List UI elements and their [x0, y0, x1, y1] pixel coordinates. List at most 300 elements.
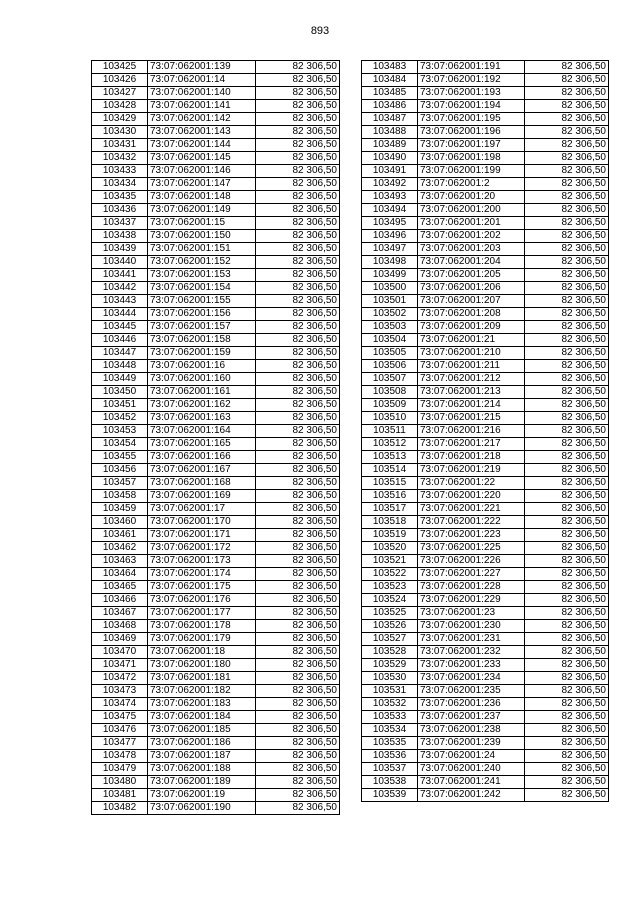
cadastral-number: 73:07:062001:209 [418, 321, 525, 334]
amount: 82 306,50 [256, 646, 340, 659]
cadastral-number: 73:07:062001:16 [148, 360, 256, 373]
cadastral-number: 73:07:062001:187 [148, 750, 256, 763]
record-id: 103434 [92, 178, 148, 191]
amount: 82 306,50 [525, 698, 609, 711]
table-row [92, 763, 340, 776]
table-row [362, 334, 609, 347]
amount: 82 306,50 [256, 672, 340, 685]
table-row [362, 542, 609, 555]
cadastral-number: 73:07:062001:24 [418, 750, 525, 763]
record-id: 103539 [362, 789, 418, 802]
cadastral-number: 73:07:062001:153 [148, 269, 256, 282]
amount: 82 306,50 [525, 256, 609, 269]
amount: 82 306,50 [256, 61, 340, 74]
record-id: 103465 [92, 581, 148, 594]
cadastral-number: 73:07:062001:173 [148, 555, 256, 568]
table-row [362, 698, 609, 711]
cadastral-number: 73:07:062001:218 [418, 451, 525, 464]
record-id: 103469 [92, 633, 148, 646]
cadastral-number: 73:07:062001:217 [418, 438, 525, 451]
record-id: 103523 [362, 581, 418, 594]
table-row [92, 490, 340, 503]
table-row [362, 61, 609, 74]
cadastral-number: 73:07:062001:14 [148, 74, 256, 87]
record-id: 103449 [92, 373, 148, 386]
cadastral-number: 73:07:062001:216 [418, 425, 525, 438]
cadastral-number: 73:07:062001:211 [418, 360, 525, 373]
record-id: 103479 [92, 763, 148, 776]
table-row [362, 490, 609, 503]
amount: 82 306,50 [525, 438, 609, 451]
cadastral-number: 73:07:062001:171 [148, 529, 256, 542]
table-row [92, 217, 340, 230]
amount: 82 306,50 [256, 568, 340, 581]
record-id: 103437 [92, 217, 148, 230]
table-row [362, 529, 609, 542]
cadastral-number: 73:07:062001:231 [418, 633, 525, 646]
cadastral-number: 73:07:062001:233 [418, 659, 525, 672]
amount: 82 306,50 [525, 87, 609, 100]
table-row [362, 386, 609, 399]
amount: 82 306,50 [256, 451, 340, 464]
amount: 82 306,50 [256, 256, 340, 269]
cadastral-number: 73:07:062001:143 [148, 126, 256, 139]
cadastral-number: 73:07:062001:23 [418, 607, 525, 620]
table-row [362, 217, 609, 230]
table-row [362, 178, 609, 191]
record-id: 103530 [362, 672, 418, 685]
record-id: 103525 [362, 607, 418, 620]
table-row [362, 165, 609, 178]
cadastral-number: 73:07:062001:228 [418, 581, 525, 594]
cadastral-number: 73:07:062001:139 [148, 61, 256, 74]
cadastral-number: 73:07:062001:19 [148, 789, 256, 802]
record-id: 103431 [92, 139, 148, 152]
table-row [362, 659, 609, 672]
cadastral-number: 73:07:062001:149 [148, 204, 256, 217]
amount: 82 306,50 [525, 542, 609, 555]
cadastral-number: 73:07:062001:145 [148, 152, 256, 165]
record-id: 103471 [92, 659, 148, 672]
table-row [92, 503, 340, 516]
table-row [92, 61, 340, 74]
amount: 82 306,50 [525, 633, 609, 646]
cadastral-number: 73:07:062001:196 [418, 126, 525, 139]
amount: 82 306,50 [525, 61, 609, 74]
record-id: 103442 [92, 282, 148, 295]
amount: 82 306,50 [256, 139, 340, 152]
record-id: 103487 [362, 113, 418, 126]
record-id: 103462 [92, 542, 148, 555]
amount: 82 306,50 [525, 139, 609, 152]
cadastral-number: 73:07:062001:167 [148, 464, 256, 477]
cadastral-number: 73:07:062001:234 [418, 672, 525, 685]
record-id: 103508 [362, 386, 418, 399]
cadastral-number: 73:07:062001:147 [148, 178, 256, 191]
cadastral-number: 73:07:062001:203 [418, 243, 525, 256]
table-row [362, 243, 609, 256]
table-row [362, 87, 609, 100]
cadastral-number: 73:07:062001:183 [148, 698, 256, 711]
record-id: 103517 [362, 503, 418, 516]
cadastral-number: 73:07:062001:197 [418, 139, 525, 152]
cadastral-number: 73:07:062001:238 [418, 724, 525, 737]
amount: 82 306,50 [256, 191, 340, 204]
amount: 82 306,50 [256, 516, 340, 529]
cadastral-number: 73:07:062001:195 [418, 113, 525, 126]
record-id: 103503 [362, 321, 418, 334]
amount: 82 306,50 [525, 464, 609, 477]
cadastral-number: 73:07:062001:223 [418, 529, 525, 542]
cadastral-number: 73:07:062001:15 [148, 217, 256, 230]
record-id: 103528 [362, 646, 418, 659]
cadastral-number: 73:07:062001:239 [418, 737, 525, 750]
table-row [362, 789, 609, 802]
amount: 82 306,50 [525, 152, 609, 165]
cadastral-number: 73:07:062001:220 [418, 490, 525, 503]
cadastral-number: 73:07:062001:182 [148, 685, 256, 698]
record-id: 103516 [362, 490, 418, 503]
amount: 82 306,50 [256, 438, 340, 451]
amount: 82 306,50 [525, 724, 609, 737]
record-id: 103459 [92, 503, 148, 516]
record-id: 103486 [362, 100, 418, 113]
amount: 82 306,50 [525, 659, 609, 672]
table-row [92, 581, 340, 594]
record-id: 103480 [92, 776, 148, 789]
cadastral-number: 73:07:062001:225 [418, 542, 525, 555]
record-id: 103495 [362, 217, 418, 230]
cadastral-number: 73:07:062001:20 [418, 191, 525, 204]
amount: 82 306,50 [256, 386, 340, 399]
cadastral-number: 73:07:062001:159 [148, 347, 256, 360]
amount: 82 306,50 [256, 243, 340, 256]
cadastral-number: 73:07:062001:202 [418, 230, 525, 243]
table-row [92, 308, 340, 321]
amount: 82 306,50 [256, 659, 340, 672]
amount: 82 306,50 [256, 373, 340, 386]
amount: 82 306,50 [525, 282, 609, 295]
cadastral-number: 73:07:062001:230 [418, 620, 525, 633]
record-id: 103496 [362, 230, 418, 243]
table-row [362, 594, 609, 607]
cadastral-number: 73:07:062001:204 [418, 256, 525, 269]
amount: 82 306,50 [256, 217, 340, 230]
cadastral-number: 73:07:062001:208 [418, 308, 525, 321]
table-row [362, 581, 609, 594]
amount: 82 306,50 [525, 789, 609, 802]
record-id: 103534 [362, 724, 418, 737]
amount: 82 306,50 [256, 750, 340, 763]
record-id: 103532 [362, 698, 418, 711]
table-row [362, 503, 609, 516]
record-id: 103538 [362, 776, 418, 789]
amount: 82 306,50 [256, 126, 340, 139]
record-id: 103477 [92, 737, 148, 750]
amount: 82 306,50 [525, 178, 609, 191]
amount: 82 306,50 [256, 789, 340, 802]
record-id: 103450 [92, 386, 148, 399]
amount: 82 306,50 [256, 724, 340, 737]
amount: 82 306,50 [256, 165, 340, 178]
record-id: 103499 [362, 269, 418, 282]
record-id: 103440 [92, 256, 148, 269]
amount: 82 306,50 [525, 516, 609, 529]
cadastral-number: 73:07:062001:170 [148, 516, 256, 529]
table-row [362, 256, 609, 269]
record-id: 103439 [92, 243, 148, 256]
amount: 82 306,50 [256, 802, 340, 815]
amount: 82 306,50 [525, 737, 609, 750]
amount: 82 306,50 [256, 321, 340, 334]
cadastral-number: 73:07:062001:165 [148, 438, 256, 451]
table-row [92, 646, 340, 659]
table-row [92, 269, 340, 282]
table-row [362, 373, 609, 386]
table-row [362, 412, 609, 425]
amount: 82 306,50 [525, 373, 609, 386]
record-id: 103512 [362, 438, 418, 451]
table-row [92, 178, 340, 191]
cadastral-number: 73:07:062001:172 [148, 542, 256, 555]
amount: 82 306,50 [525, 269, 609, 282]
amount: 82 306,50 [256, 737, 340, 750]
table-row [362, 737, 609, 750]
table-row [92, 516, 340, 529]
amount: 82 306,50 [525, 412, 609, 425]
cadastral-number: 73:07:062001:191 [418, 61, 525, 74]
amount: 82 306,50 [525, 490, 609, 503]
table-row [92, 555, 340, 568]
amount: 82 306,50 [256, 490, 340, 503]
table-row [362, 464, 609, 477]
table-row [92, 451, 340, 464]
cadastral-number: 73:07:062001:189 [148, 776, 256, 789]
table-row [92, 282, 340, 295]
record-id: 103457 [92, 477, 148, 490]
record-id: 103511 [362, 425, 418, 438]
table-row [362, 555, 609, 568]
record-id: 103492 [362, 178, 418, 191]
table-row [362, 776, 609, 789]
amount: 82 306,50 [525, 425, 609, 438]
table-row [362, 724, 609, 737]
amount: 82 306,50 [525, 711, 609, 724]
cadastral-number: 73:07:062001:166 [148, 451, 256, 464]
cadastral-number: 73:07:062001:21 [418, 334, 525, 347]
page-number: 893 [310, 25, 330, 37]
cadastral-number: 73:07:062001:174 [148, 568, 256, 581]
amount: 82 306,50 [256, 295, 340, 308]
amount: 82 306,50 [525, 308, 609, 321]
amount: 82 306,50 [256, 581, 340, 594]
record-id: 103522 [362, 568, 418, 581]
amount: 82 306,50 [256, 399, 340, 412]
record-id: 103455 [92, 451, 148, 464]
table-row [92, 87, 340, 100]
table-row [362, 282, 609, 295]
record-id: 103509 [362, 399, 418, 412]
record-id: 103432 [92, 152, 148, 165]
table-row [92, 399, 340, 412]
amount: 82 306,50 [525, 607, 609, 620]
amount: 82 306,50 [256, 763, 340, 776]
cadastral-number: 73:07:062001:221 [418, 503, 525, 516]
cadastral-number: 73:07:062001:146 [148, 165, 256, 178]
amount: 82 306,50 [256, 711, 340, 724]
record-id: 103505 [362, 347, 418, 360]
amount: 82 306,50 [256, 87, 340, 100]
table-row [362, 763, 609, 776]
amount: 82 306,50 [256, 113, 340, 126]
amount: 82 306,50 [256, 269, 340, 282]
table-row [92, 191, 340, 204]
table-row [92, 425, 340, 438]
record-id: 103524 [362, 594, 418, 607]
amount: 82 306,50 [256, 542, 340, 555]
cadastral-number: 73:07:062001:201 [418, 217, 525, 230]
cadastral-number: 73:07:062001:227 [418, 568, 525, 581]
cadastral-number: 73:07:062001:206 [418, 282, 525, 295]
cadastral-number: 73:07:062001:148 [148, 191, 256, 204]
cadastral-number: 73:07:062001:176 [148, 594, 256, 607]
record-id: 103489 [362, 139, 418, 152]
amount: 82 306,50 [525, 347, 609, 360]
table-row [362, 477, 609, 490]
cadastral-number: 73:07:062001:144 [148, 139, 256, 152]
left-table [91, 60, 340, 815]
record-id: 103502 [362, 308, 418, 321]
table-row [92, 100, 340, 113]
table-row [92, 321, 340, 334]
table-row [92, 724, 340, 737]
amount: 82 306,50 [525, 568, 609, 581]
record-id: 103535 [362, 737, 418, 750]
record-id: 103500 [362, 282, 418, 295]
amount: 82 306,50 [256, 698, 340, 711]
amount: 82 306,50 [256, 529, 340, 542]
record-id: 103466 [92, 594, 148, 607]
cadastral-number: 73:07:062001:154 [148, 282, 256, 295]
table-row [362, 113, 609, 126]
record-id: 103458 [92, 490, 148, 503]
table-row [362, 230, 609, 243]
table-row [92, 659, 340, 672]
record-id: 103473 [92, 685, 148, 698]
cadastral-number: 73:07:062001:2 [418, 178, 525, 191]
cadastral-number: 73:07:062001:169 [148, 490, 256, 503]
cadastral-number: 73:07:062001:140 [148, 87, 256, 100]
record-id: 103428 [92, 100, 148, 113]
cadastral-number: 73:07:062001:192 [418, 74, 525, 87]
amount: 82 306,50 [256, 607, 340, 620]
record-id: 103510 [362, 412, 418, 425]
record-id: 103470 [92, 646, 148, 659]
record-id: 103478 [92, 750, 148, 763]
cadastral-number: 73:07:062001:235 [418, 685, 525, 698]
amount: 82 306,50 [256, 74, 340, 87]
record-id: 103498 [362, 256, 418, 269]
record-id: 103472 [92, 672, 148, 685]
cadastral-number: 73:07:062001:175 [148, 581, 256, 594]
record-id: 103507 [362, 373, 418, 386]
cadastral-number: 73:07:062001:237 [418, 711, 525, 724]
record-id: 103443 [92, 295, 148, 308]
cadastral-number: 73:07:062001:160 [148, 373, 256, 386]
record-id: 103483 [362, 61, 418, 74]
table-row [92, 373, 340, 386]
table-row [92, 802, 340, 815]
table-row [362, 360, 609, 373]
record-id: 103491 [362, 165, 418, 178]
record-id: 103504 [362, 334, 418, 347]
cadastral-number: 73:07:062001:242 [418, 789, 525, 802]
cadastral-number: 73:07:062001:188 [148, 763, 256, 776]
record-id: 103482 [92, 802, 148, 815]
cadastral-number: 73:07:062001:184 [148, 711, 256, 724]
table-row [362, 451, 609, 464]
cadastral-number: 73:07:062001:205 [418, 269, 525, 282]
table-row [362, 269, 609, 282]
cadastral-number: 73:07:062001:194 [418, 100, 525, 113]
record-id: 103515 [362, 477, 418, 490]
table-row [92, 594, 340, 607]
table-row [92, 165, 340, 178]
amount: 82 306,50 [525, 646, 609, 659]
record-id: 103438 [92, 230, 148, 243]
cadastral-number: 73:07:062001:199 [418, 165, 525, 178]
cadastral-number: 73:07:062001:22 [418, 477, 525, 490]
record-id: 103435 [92, 191, 148, 204]
amount: 82 306,50 [256, 412, 340, 425]
table-row [362, 646, 609, 659]
amount: 82 306,50 [525, 581, 609, 594]
table-row [92, 529, 340, 542]
record-id: 103481 [92, 789, 148, 802]
record-id: 103447 [92, 347, 148, 360]
amount: 82 306,50 [256, 152, 340, 165]
record-id: 103493 [362, 191, 418, 204]
record-id: 103452 [92, 412, 148, 425]
table-row [362, 620, 609, 633]
amount: 82 306,50 [256, 555, 340, 568]
amount: 82 306,50 [256, 477, 340, 490]
amount: 82 306,50 [525, 529, 609, 542]
amount: 82 306,50 [256, 633, 340, 646]
table-row [362, 139, 609, 152]
record-id: 103436 [92, 204, 148, 217]
cadastral-number: 73:07:062001:168 [148, 477, 256, 490]
table-row [92, 685, 340, 698]
record-id: 103468 [92, 620, 148, 633]
table-row [362, 308, 609, 321]
record-id: 103484 [362, 74, 418, 87]
table-row [362, 425, 609, 438]
amount: 82 306,50 [525, 685, 609, 698]
amount: 82 306,50 [525, 503, 609, 516]
table-row [362, 672, 609, 685]
amount: 82 306,50 [525, 399, 609, 412]
table-row [92, 295, 340, 308]
record-id: 103506 [362, 360, 418, 373]
table-row [362, 685, 609, 698]
table-row [362, 74, 609, 87]
table-row [362, 711, 609, 724]
cadastral-number: 73:07:062001:157 [148, 321, 256, 334]
record-id: 103429 [92, 113, 148, 126]
table-row [92, 633, 340, 646]
left-table-body [92, 61, 340, 815]
